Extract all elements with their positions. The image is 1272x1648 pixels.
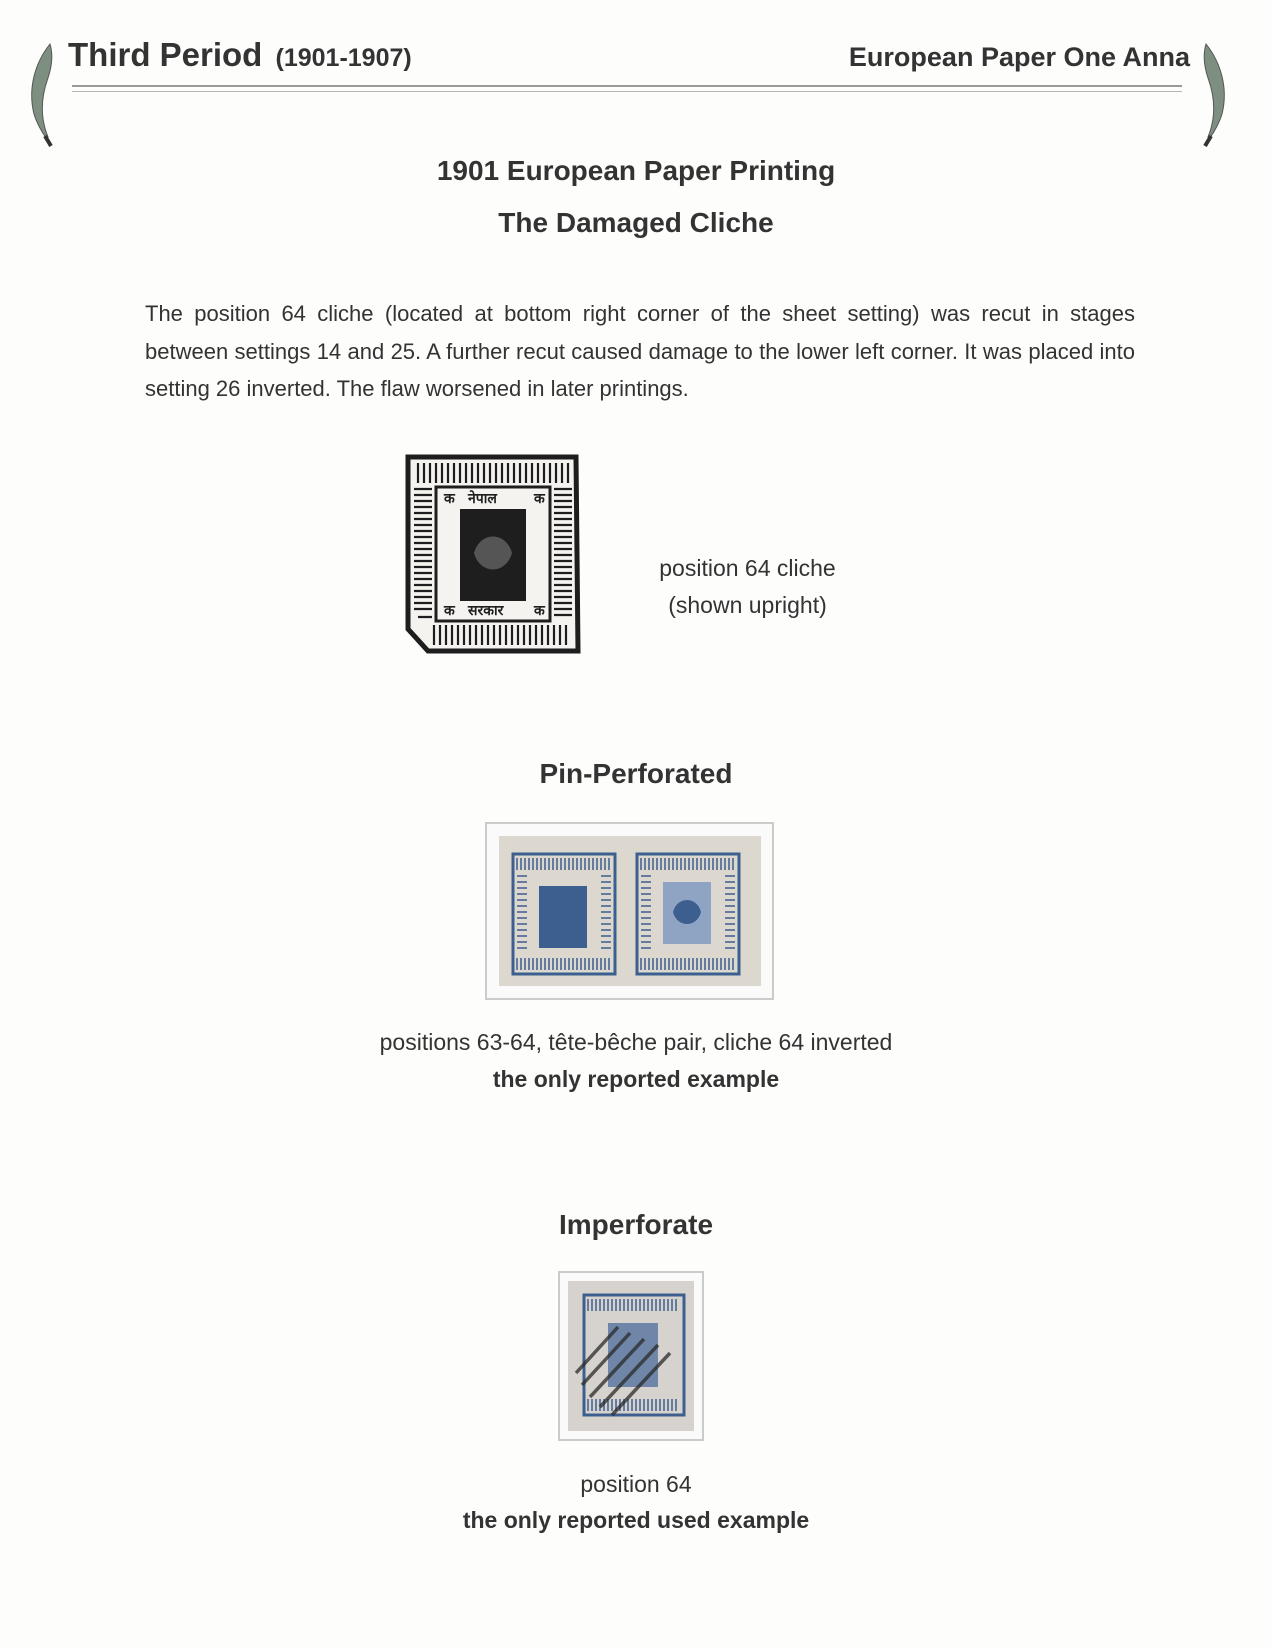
intro-paragraph: The position 64 cliche (located at bottom right corner of the sheet setting) was recut in stages between settings 14 and 25. A further recut caused damage to the lower left corner. It was placed into setting 26 inverted. The flaw worsened in later printings. <box>145 301 1135 401</box>
svg-text:क: क <box>444 491 455 507</box>
page-title: 1901 European Paper Printing <box>436 155 836 186</box>
kukri-left-icon <box>26 42 60 147</box>
period-name: Third Period <box>68 36 263 73</box>
cliche-impression-image <box>404 453 582 655</box>
cliche-caption <box>640 550 855 624</box>
imperforate-title: Imperforate <box>558 1209 714 1240</box>
pin-perforated-mount <box>485 822 774 1000</box>
pin-perforated-note: the only reported example <box>492 1066 780 1092</box>
cliche-caption-line2: (shown upright) <box>668 592 827 618</box>
header-rule-thin <box>72 91 1182 92</box>
svg-text:क: क <box>534 491 545 507</box>
imperforate-mount <box>558 1271 704 1441</box>
pin-perforated-title: Pin-Perforated <box>539 758 733 789</box>
page-subtitle: The Damaged Cliche <box>498 207 774 238</box>
svg-text:सरकार: सरकार <box>468 603 504 619</box>
imperforate-note: the only reported used example <box>462 1507 810 1533</box>
svg-text:क: क <box>534 603 545 619</box>
pin-perforated-caption: positions 63-64, tête-bêche pair, cliche 64 inverted <box>379 1029 893 1055</box>
svg-text:क: क <box>444 603 455 619</box>
used-stamp-image <box>560 1273 702 1439</box>
tete-beche-pair-image <box>487 824 772 998</box>
section-title: European Paper One Anna <box>848 42 1190 72</box>
cliche-caption-line1: position 64 cliche <box>659 555 836 581</box>
svg-text:नेपाल: नेपाल <box>468 491 497 507</box>
kukri-right-icon <box>1196 42 1230 147</box>
period-title <box>68 36 412 74</box>
period-years: (1901-1907) <box>275 44 412 72</box>
imperforate-caption: position 64 <box>580 1471 692 1497</box>
header-rule <box>72 85 1182 87</box>
